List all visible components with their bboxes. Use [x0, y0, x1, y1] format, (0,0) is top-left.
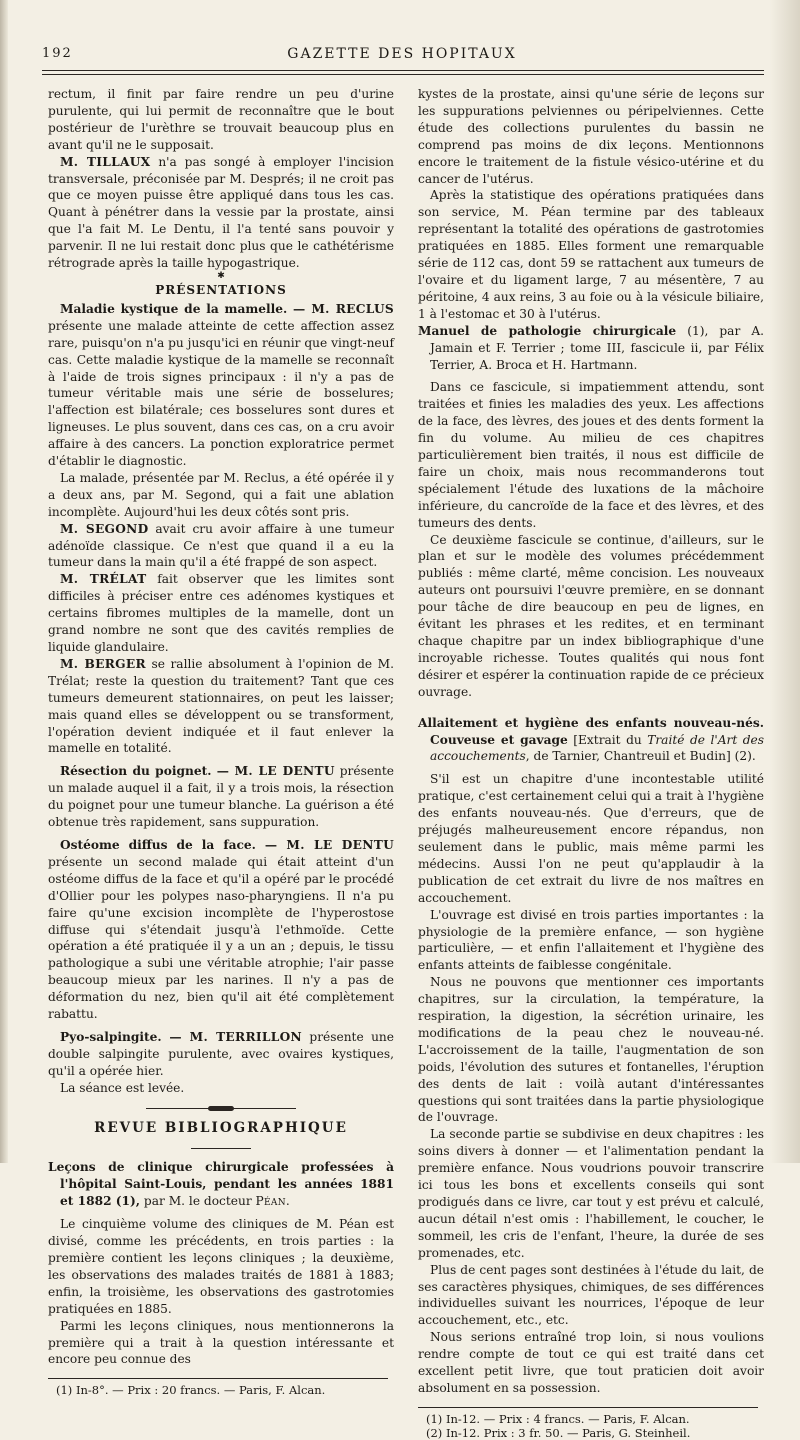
paragraph [48, 521, 394, 572]
footnote-rule [418, 1407, 758, 1408]
book-author: Péan. [255, 1194, 291, 1209]
paragraph: La seconde partie se subdivise en deux chapitres : les soins divers à donner — et l'alimentation pendant la première enfance. Nous voudrions pouvoir transcrire ici tous les bons et excellents conseils qui sont prodigués dans ce livre, car tout y est prévu et calculé, aucun détail n'est omis : l'habillement, le coucher, le sommeil, les cris de l'enfant, l'heure, la durée de ses promenades, etc. [418, 1127, 764, 1260]
paragraph: L'ouvrage est divisé en trois parties importantes : la physiologie de la première enfance, — son hygiène particulière, — et enfin l'allaitement et l'hygiène des enfants atteints de faiblesse congénitale. [418, 907, 764, 973]
header-rule-bottom [42, 74, 764, 75]
paragraph-text: présente une malade atteinte de cette affection assez rare, puisqu'on n'a pu jusqu'ici en réunir que vingt-neuf cas. Cette maladie kystique de la mamelle se reconnaît à l'aide de trois signes principaux : il n'y a pas de tumeur véritable mais une série de bosselures; l'affection est bilatérale; ces bosselures sont dures et ligneuses. Le plus souvent, dans ces cas, on a cru avoir affaire à des cancers. La ponction exploratrice permet d'établir le diagnostic. [48, 318, 394, 469]
speaker-name: M. TERRILLON [181, 1029, 302, 1044]
speaker-name: M. LE DENTU [228, 764, 335, 779]
page-header [42, 44, 762, 66]
book-title: Leçons de clinique chirurgicale professées à l'hôpital Saint-Louis, pendant les années 1881 et 1882 (1), [48, 1160, 394, 1209]
paragraph: Nous serions entraîné trop loin, si nous voulions rendre compte de tout ce qui est traité dans cet excellent petit livre, que tout praticien doit avoir absolument en sa possession. [418, 1330, 764, 1395]
item-title: Pyo-salpingite. — [60, 1029, 182, 1044]
ornamental-divider [146, 1105, 296, 1112]
book-extract-prefix: [Extrait du [567, 732, 648, 747]
paragraph-text: n'a pas songé à employer l'incision transversale, préconisée par M. Després; il ne croit pas que ce moyen puisse être appliqué dans tous les cas. Quant à pénétrer dans la vessie par la prostate, ainsi que l'a fait M. Le Dentu, il l'a tenté sans pouvoir y parvenir. Il ne lui restait donc plus que le cathétérisme rétrograde après la taille hypogastrique. [48, 154, 394, 271]
speaker-name: M. TRÉLAT [60, 572, 147, 587]
item-title: Résection du poignet. — [60, 764, 229, 779]
section-heading-presentations: PRÉSENTATIONS [155, 282, 287, 297]
paragraph [48, 571, 394, 656]
speaker-name: M. LE DENTU [277, 837, 394, 852]
book-authors: (1), par A. Jamain et F. Terrier ; tome III, fascicule ii, par Félix Terrier, A. Broca et H. Hartmann. [430, 323, 764, 372]
book-title-entry [418, 323, 764, 374]
speaker-name: M. RECLUS [305, 301, 394, 316]
speaker-name: M. SEGOND [60, 521, 149, 536]
item-title: Ostéome diffus de la face. — [60, 837, 278, 852]
paragraph: Dans ce fascicule, si impatiemment attendu, sont traitées et finies les maladies des yeux. Les affections de la face, des lèvres, des joues et des dents forment la fin du volume. Au milieu de ces chapitres particulièrement bien traités, il nous est difficile de faire un choix, mais nous recommanderons tout spécialement l'étude des luxations de la mâchoire inférieure, du cancroïde de la face et des lèvres, et des tumeurs des dents. [418, 380, 764, 530]
paragraph [48, 656, 394, 757]
footnote: (1) In-12. — Prix : 4 francs. — Paris, F. Alcan. [426, 1411, 690, 1426]
paragraph: Après la statistique des opérations pratiquées dans son service, M. Péan termine par des tableaux représentant la totalité des opérations de gastrotomies pratiquées en 1885. Elles forment une remarquable série de 112 cas, dont 59 se rattachent aux tumeurs de l'ovaire et du ligament large, 7 au mésentère, 7 au péritoine, 4 aux reins, 3 au foie ou à la vésicule biliaire, 1 à l'estomac et 30 à l'utérus. [418, 188, 764, 321]
item-title: Maladie kystique de la mamelle. — [60, 301, 306, 316]
book-title: Allaitement et hygiène des enfants nouveau-nés. Couveuse et gavage [418, 715, 764, 747]
paragraph: Parmi les leçons cliniques, nous mentionnerons la première qui a trait à la question intéressante et encore peu connue des [48, 1318, 394, 1367]
left-column [48, 86, 394, 1397]
short-rule [191, 1148, 251, 1149]
paragraph: kystes de la prostate, ainsi qu'une série de leçons sur les suppurations pelviennes ou péripelviennes. Cette étude des collections purulentes du bassin ne comprend pas moins de dix leçons. Mentionnons encore le traitement de la fistule vésico-utérine et du cancer de l'utérus. [418, 87, 764, 186]
paragraph: La malade, présentée par M. Reclus, a été opérée il y a deux ans, par M. Segond, qui a fait une ablation incomplète. Aujourd'hui les deux côtés sont pris. [48, 470, 394, 519]
paragraph: rectum, il finit par faire rendre un peu d'urine purulente, qui lui permit de reconnaître que le bout postérieur de l'urèthre se trouvait beaucoup plus en avant qu'il ne le supposait. [48, 87, 394, 152]
paragraph: La séance est levée. [60, 1080, 185, 1095]
book-title-entry [418, 715, 764, 766]
paragraph [48, 301, 394, 470]
paragraph: Ce deuxième fascicule se continue, d'ailleurs, sur le plan et sur le modèle des volumes précédemment publiés : même clarté, même concision. Les nouveaux auteurs ont poursuivi l'œuvre première, en se donnant pour tâche de dire beaucoup en peu de lignes, en évitant les phrases et les redites, et en terminant chaque chapitre par un index bibliographique d'une incroyable richesse. Toutes qualités qui nous font désirer et espérer la continuation rapide de ce précieux ouvrage. [418, 532, 764, 699]
page-edge-left [0, 0, 8, 1163]
footnote: (1) In-8°. — Prix : 20 francs. — Paris, F. Alcan. [56, 1383, 326, 1398]
paragraph: Plus de cent pages sont destinées à l'étude du lait, de ses caractères physiques, chimiques, de ses différences individuelles suivant les nourrices, l'époque de leur accouchement, etc., etc. [418, 1262, 764, 1328]
book-title-entry [48, 1159, 394, 1210]
page-edge-right [770, 0, 800, 1163]
book-authors: , de Tarnier, Chantreuil et Budin] (2). [525, 749, 756, 764]
paragraph [48, 763, 394, 831]
paragraph-text: avait cru avoir affaire à une tumeur adénoïde classique. Ce n'est que quand il a eu la tumeur dans la main qu'il a été frappé de son aspect. [48, 521, 394, 570]
book-author-prefix: par M. le docteur [140, 1194, 256, 1209]
paragraph [48, 154, 394, 272]
paragraph [48, 837, 394, 1023]
header-rule-top [42, 70, 764, 71]
right-column [418, 86, 764, 1440]
paragraph-text: présente un second malade qui était atteint d'un ostéome diffus de la face et qu'il a opéré par le procédé d'Ollier pour les polypes naso-pharyngiens. Il n'a pu faire qu'une excision incomplète de l'hyperostose diffuse qui s'étendait jusqu'à l'ethmoïde. Cette opération a été pratiquée il y a un an ; depuis, le tissu pathologique a subi une véritable atrophie; l'air passe beaucoup mieux par les narines. Il n'y a pas de déformation du nez, bien qu'il ait été complètement rabattu. [48, 854, 394, 1022]
journal-title: GAZETTE DES HOPITAUX [287, 46, 517, 62]
paragraph-text: fait observer que les limites sont difficiles à préciser entre ces adénomes kystiques et certains fibromes multiples de la mamelle, dont un grand nombre ne sont que des cavités remplies de liquide glandulaire. [48, 572, 395, 654]
paragraph: Nous ne pouvons que mentionner ces importants chapitres, sur la circulation, la température, la respiration, la digestion, la sécrétion urinaire, les modifications de la peau chez le nouveau-né. L'accroissement de la taille, l'augmentation de son poids, l'évolution des sutures et fontanelles, l'éruption des dents de lait : voilà autant d'intéressantes questions qui sont traitées dans la partie physiologique de l'ouvrage. [418, 975, 764, 1125]
speaker-name: M. TILLAUX [60, 154, 151, 169]
book-source-title: Traité de l'Art des accouchements [430, 732, 764, 764]
book-title: Manuel de pathologie chirurgicale [418, 323, 677, 338]
paragraph [48, 1029, 394, 1080]
footnote: (2) In-12. Prix : 3 fr. 50. — Paris, G. Steinheil. [426, 1425, 691, 1440]
section-heading-revue: REVUE BIBLIOGRAPHIQUE [94, 1119, 348, 1136]
separator-star: ✱ [217, 270, 225, 281]
footnote-rule [48, 1378, 388, 1379]
paragraph-text: se rallie absolument à l'opinion de M. Trélat; reste la question du traitement? Tant que ces tumeurs demeurent stationnaires, on peut les laisser; mais quand elles se développent ou se transforment, l'opération devient indiquée et il faut enlever la mamelle en totalité. [48, 656, 394, 756]
paragraph: S'il est un chapitre d'une incontestable utilité pratique, c'est certainement celui qui a trait à l'hygiène des enfants nouveau-nés. Que d'erreurs, que de préjugés malheureusement encore répandus, non seulement dans le public, mais même parmi les médecins. Aussi l'on ne peut qu'applaudir à la publication de cet extrait du livre de nos maîtres en accouchement. [418, 772, 764, 905]
speaker-name: M. BERGER [60, 656, 146, 671]
page-number: 192 [42, 46, 73, 61]
paragraph-text: présente une double salpingite purulente, avec ovaires kystiques, qu'il a opérée hier. [48, 1029, 394, 1078]
paragraph-text: présente un malade auquel il a fait, il y a trois mois, la résection du poignet pour une tumeur blanche. La guérison a été obtenue très rapidement, sans suppuration. [48, 764, 395, 830]
paragraph: Le cinquième volume des cliniques de M. Péan est divisé, comme les précédents, en trois parties : la première contient les leçons cliniques ; la deuxième, les observations des malades traités de 1881 à 1883; enfin, la troisième, les observations des gastrotomies pratiquées en 1885. [48, 1217, 394, 1316]
